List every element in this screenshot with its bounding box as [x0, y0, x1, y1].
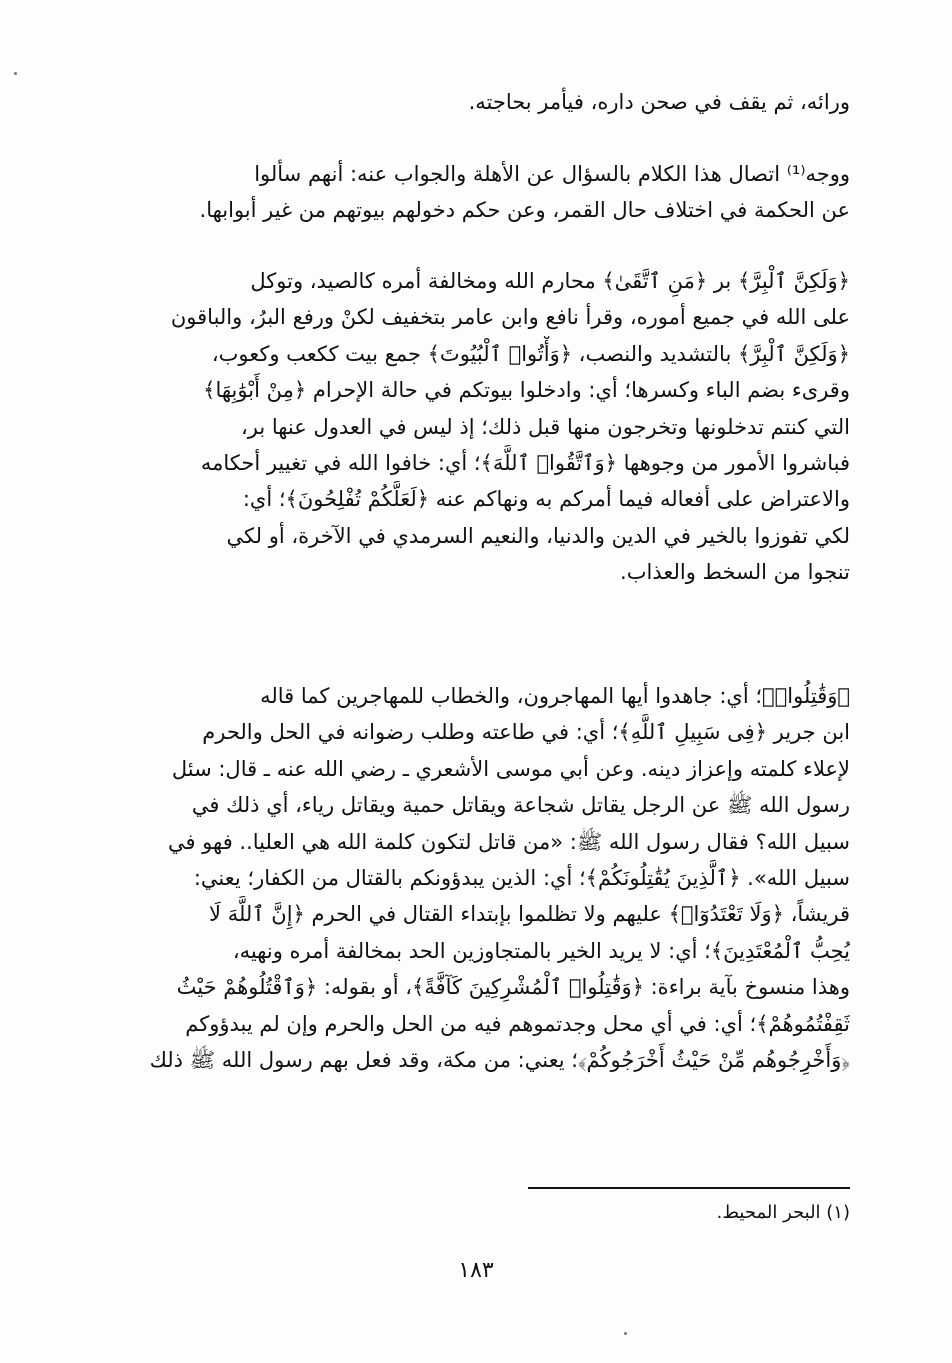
- text-line: تنجوا من السخط والعذاب.: [620, 560, 850, 585]
- text-line: وهذا منسوخ بآية براءة: ﴿وَقَٰتِلُوا۟ ٱلْمُشْرِكِينَ كَآفَّةً﴾، أو بقوله: ﴿وَٱقْتُلُوهُمْ حَيْثُ: [176, 975, 850, 1000]
- text-line: ﴿وَلَكِنَّ ٱلْبِرَّ﴾ بالتشديد والنصب، ﴿وَأْتُوا۟ ٱلْبُيُوتَ﴾ جمع بيت ككعب وكعوب،: [211, 341, 850, 366]
- text-line: وقرىء بضم الباء وكسرها؛ أي: وادخلوا بيوتكم في حالة الإحرام ﴿مِنْ أَبْوَٰبِهَا﴾: [203, 378, 850, 403]
- footnote: (١) البحر المحيط.: [716, 1202, 850, 1223]
- text-line: التي كنتم تدخلونها وتخرجون منها قبل ذلك؛ إذ ليس في العدول عنها بر،: [240, 414, 850, 439]
- text-line: ﴿وَأَخْرِجُوهُم مِّنْ حَيْثُ أَخْرَجُوكُمْ﴾؛ يعني: من مكة، وقد فعل بهم رسول الله ﷺ ذلك: [149, 1048, 850, 1073]
- text-line: ابن جرير ﴿فِى سَبِيلِ ٱللَّهِ﴾؛ أي: في طاعته وطلب رضوانه في الحل والحرم: [202, 720, 850, 745]
- text-line: ورائه، ثم يقف في صحن داره، فيأمر بحاجته.: [468, 90, 850, 114]
- text-line: عن الحكمة في اختلاف حال القمر، وعن حكم دخولهم بيوتهم من غير أبوابها.: [199, 198, 850, 223]
- text-line: لإعلاء كلمته وإعزاز دينه. وعن أبي موسى الأشعري ـ رضي الله عنه ـ قال: سئل: [171, 756, 850, 781]
- paragraph-4: [78, 678, 850, 1078]
- paragraph-1: [78, 84, 850, 120]
- text-line: لكي تفوزوا بالخير في الدين والدنيا، والنعيم السرمدي في الآخرة، أو لكي: [226, 523, 850, 548]
- text-line: سبيل الله؟ فقال رسول الله ﷺ: «من قاتل لتكون كلمة الله هي العليا.. فهو في: [167, 829, 850, 854]
- paragraph-2: [78, 156, 850, 229]
- text-line: سبيل الله». ﴿ٱلَّذِينَ يُقَٰتِلُونَكُمْ﴾؛ أي: الذين يبدؤونكم بالقتال من الكفار؛ يعني:: [193, 866, 850, 891]
- text-line: ﴿وَلَكِنَّ ٱلْبِرَّ﴾ بر ﴿مَنِ ٱتَّقَىٰ﴾ محارم الله ومخالفة أمره كالصيد، وتوكل: [250, 269, 850, 293]
- text-line: ﴿وَقَٰتِلُوا۟﴾؛ أي: جاهدوا أيها المهاجرون، والخطاب للمهاجرين كما قاله: [260, 684, 850, 708]
- text-line: فباشروا الأمور من وجوهها ﴿وَٱتَّقُوا۟ ٱللَّهَ﴾؛ أي: خافوا الله في تغيير أحكامه: [200, 451, 850, 476]
- text-line: ووجه⁽¹⁾ اتصال هذا الكلام بالسؤال عن الأهلة والجواب عنه: أنهم سألوا: [254, 162, 850, 186]
- text-line: يُحِبُّ ٱلْمُعْتَدِينَ﴾؛ أي: لا يريد الخير بالمتجاوزين الحد بمخالفة أمره ونهيه،: [232, 938, 850, 963]
- paragraph-3: [78, 263, 850, 591]
- page-number: ١٨٣: [458, 1258, 494, 1283]
- text-line: ثَقِفْتُمُوهُمْ﴾؛ أي: في أي محل وجدتموهم فيه من الحل والحرم وإن لم يبدؤوكم: [185, 1011, 850, 1036]
- scan-speck: [624, 1332, 627, 1335]
- text-line: قريشاً، ﴿وَلَا تَعْتَدُوٓا۟﴾ عليهم ولا تظلموا بإبتداء القتال في الحرم ﴿إِنَّ ٱللَّهَ لَا: [209, 902, 850, 927]
- text-line: والاعتراض على أفعاله فيما أمركم به ونهاكم عنه ﴿لَعَلَّكُمْ تُفْلِحُونَ﴾؛ أي:: [242, 487, 850, 512]
- text-line: رسول الله ﷺ عن الرجل يقاتل شجاعة ويقاتل حمية ويقاتل رياء، أي ذلك في: [191, 793, 850, 818]
- text-line: على الله في جميع أموره، وقرأ نافع وابن عامر بتخفيف لكنْ ورفع البرُ، والباقون: [170, 305, 850, 330]
- scan-speck: [14, 72, 17, 75]
- footnote-divider: [528, 1187, 850, 1189]
